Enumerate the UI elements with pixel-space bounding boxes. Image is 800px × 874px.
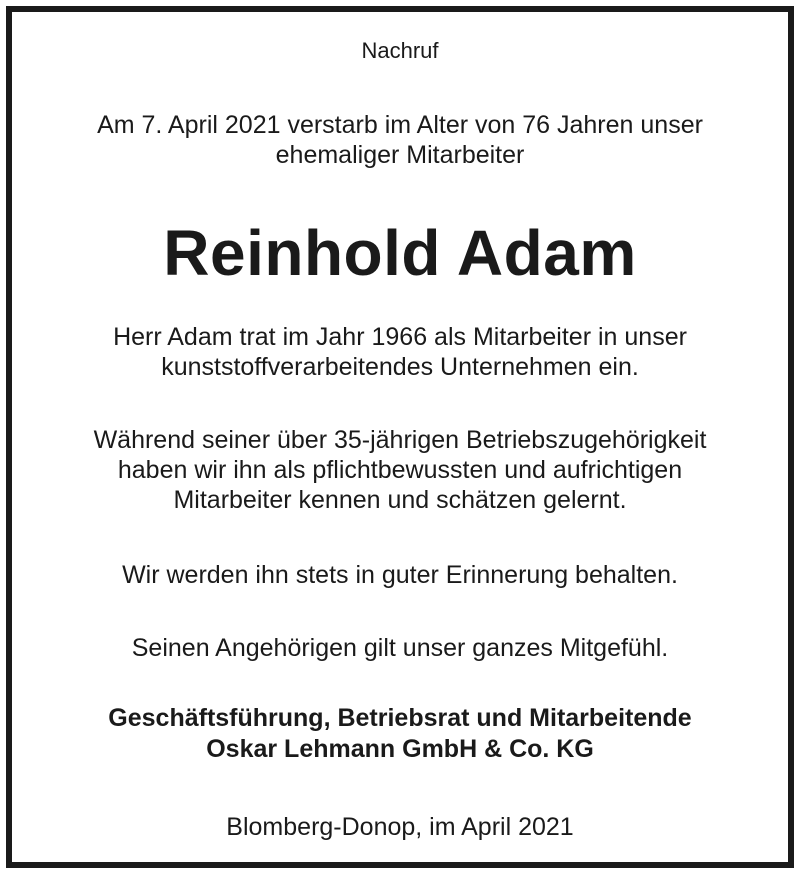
place-date: Blomberg-Donop, im April 2021 (226, 813, 574, 841)
tribute-line-2: haben wir ihn als pflichtbewussten und aufrichtigen (117, 456, 683, 484)
career-line-2: kunststoffverarbeitendes Unternehmen ein. (161, 353, 639, 381)
signature-line-2: Oskar Lehmann GmbH & Co. KG (206, 735, 594, 763)
deceased-name: Reinhold Adam (163, 217, 637, 289)
career-line-1: Herr Adam trat im Jahr 1966 als Mitarbeiter in unser (113, 323, 687, 351)
tribute-line-3: Mitarbeiter kennen und schätzen gelernt. (173, 486, 627, 514)
intro-line-2: ehemaliger Mitarbeiter (275, 141, 525, 169)
condolence-line: Seinen Angehörigen gilt unser ganzes Mitgefühl. (131, 634, 669, 662)
intro-line-1: Am 7. April 2021 verstarb im Alter von 76 Jahren unser (97, 111, 703, 139)
notice-heading: Nachruf (361, 38, 439, 63)
memory-line: Wir werden ihn stets in guter Erinnerung behalten. (122, 561, 678, 589)
tribute-line-1: Während seiner über 35-jährigen Betriebszugehörigkeit (93, 426, 707, 454)
signature-line-1: Geschäftsführung, Betriebsrat und Mitarbeitende (108, 704, 692, 732)
